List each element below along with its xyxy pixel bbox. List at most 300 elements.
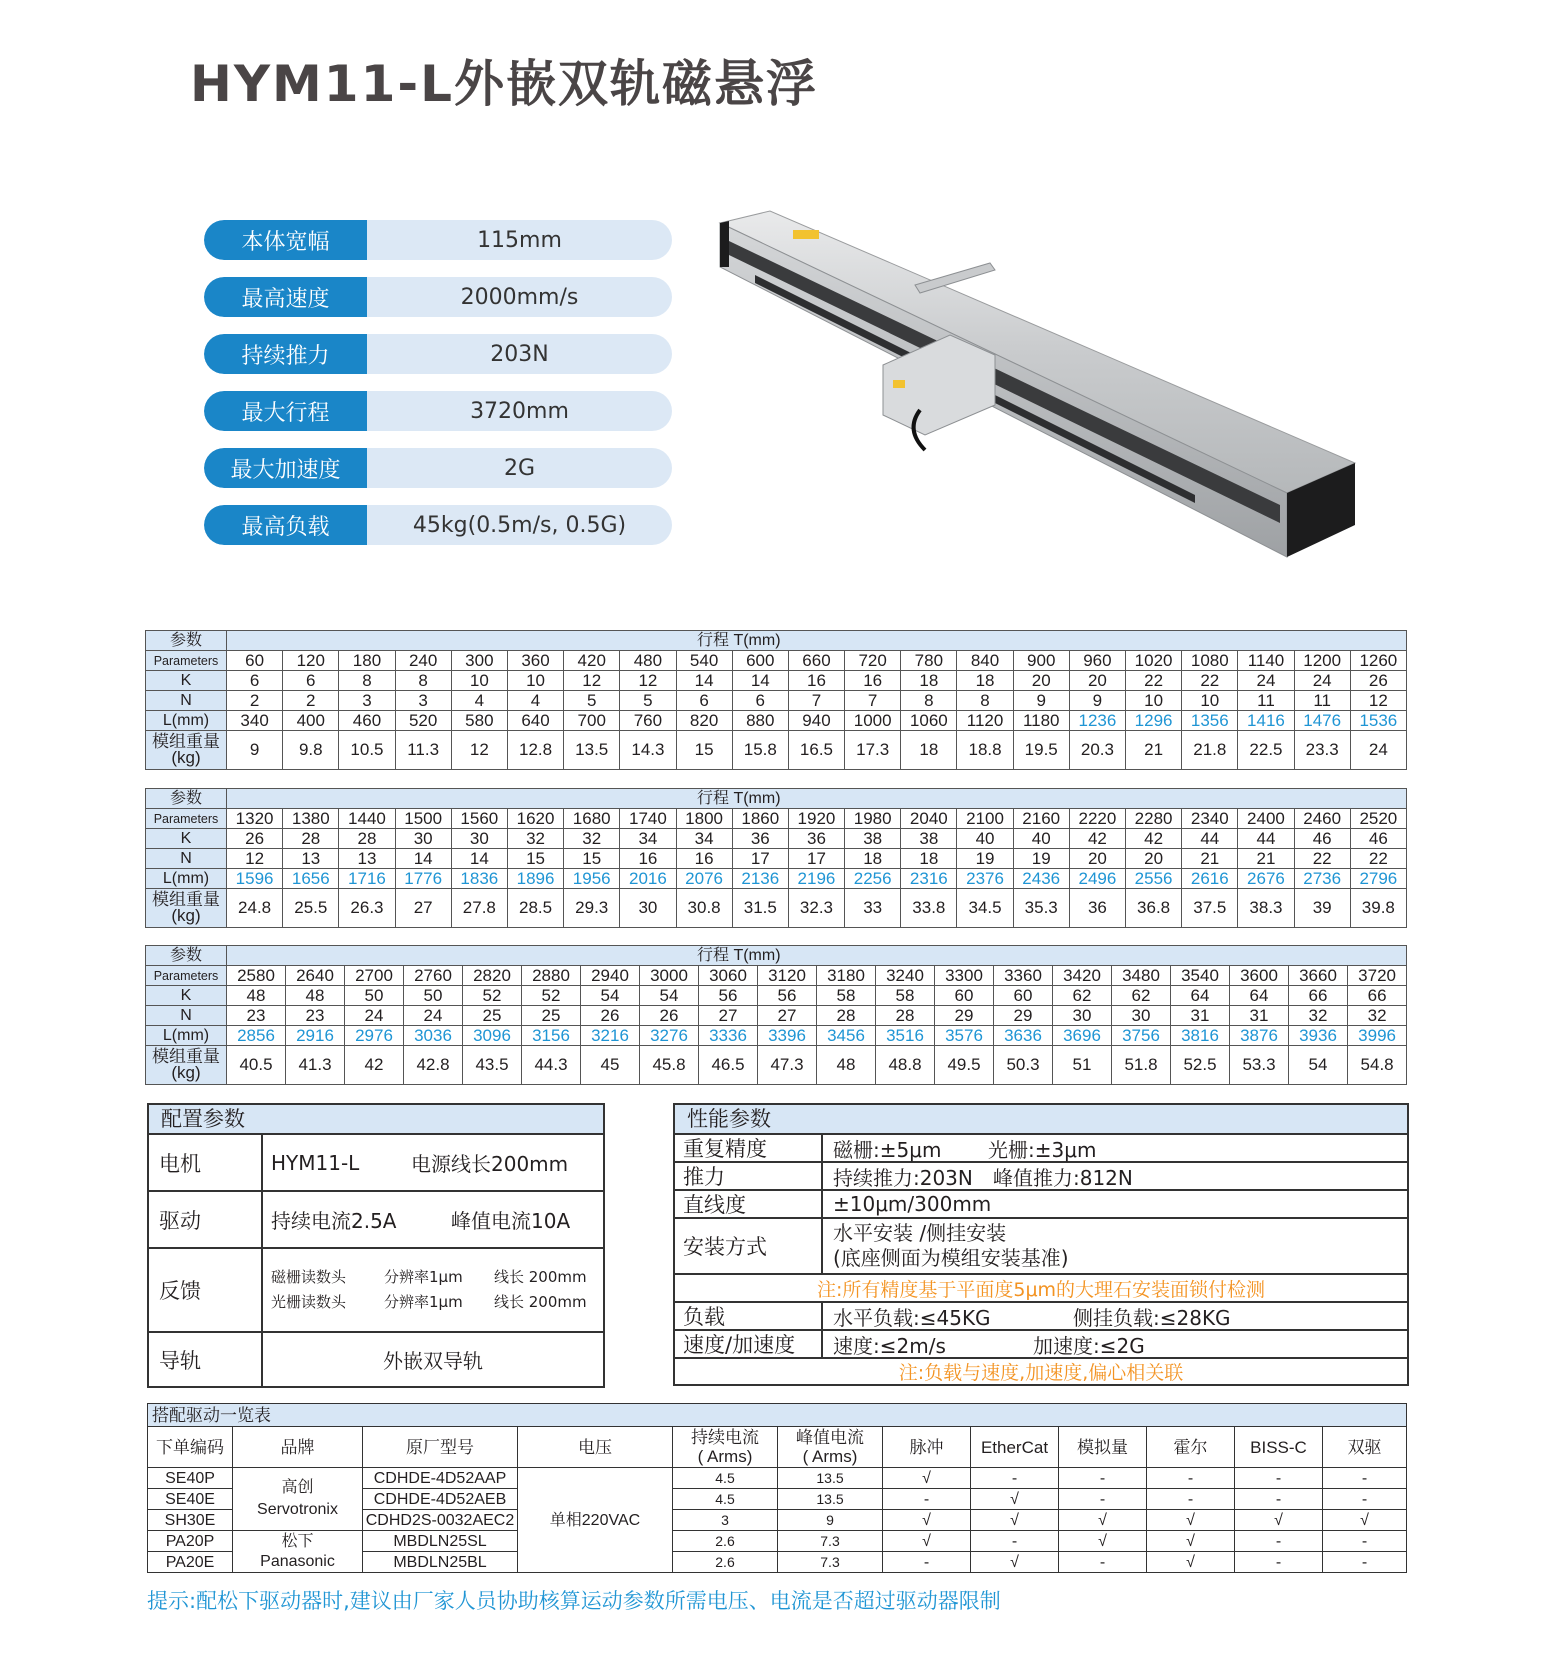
n-value: 14 [451,849,507,869]
drive-header: BISS-C [1235,1427,1323,1468]
config-label: 驱动 [149,1192,263,1247]
precision-note: 注:所有精度基于平面度5μm的大理石安装面锁付检测 [816,1278,1266,1301]
stroke-value: 60 [227,651,283,671]
rail-value: 外嵌双导轨 [383,1349,483,1373]
n-value: 10 [1126,691,1182,711]
length-value: 1716 [339,869,395,889]
k-value: 8 [395,671,451,691]
length-value: 1000 [845,711,901,731]
stroke-value: 3420 [1053,966,1112,986]
stroke-value: 1920 [788,809,844,829]
stroke-value: 3540 [1171,966,1230,986]
perf-label: 安装方式 [675,1219,823,1273]
mount-type: 水平安装 /侧挂安装 [833,1221,1007,1245]
k-value: 58 [817,986,876,1006]
stroke-value: 3240 [876,966,935,986]
check-icon: √ [883,1531,971,1552]
weight-value: 27.8 [451,889,507,928]
row-label-unit: (kg) [171,748,201,767]
oem-model: CDHDE-4D52AAP [363,1468,518,1489]
stroke-value: 1560 [451,809,507,829]
weight-value: 18.8 [957,731,1013,770]
k-value: 44 [1182,829,1238,849]
stroke-value: 540 [676,651,732,671]
order-code: PA20P [148,1531,233,1552]
stroke-value: 3000 [640,966,699,986]
row-label: N [146,849,227,869]
perf-row-speed [675,1331,1407,1359]
n-value: 19 [1013,849,1069,869]
k-value: 14 [732,671,788,691]
k-value: 20 [1013,671,1069,691]
length-value: 3756 [1112,1026,1171,1046]
stroke-value: 1440 [339,809,395,829]
stroke-value: 180 [339,651,395,671]
k-value: 34 [620,829,676,849]
spec-value: 2G [503,455,536,481]
drive-header: 双驱 [1323,1427,1407,1468]
k-value: 48 [286,986,345,1006]
dash-mark: - [1059,1468,1147,1489]
peak-current: 7.3 [778,1531,883,1552]
spec-pill [204,220,672,260]
n-value: 22 [1350,849,1406,869]
module-side-face [720,223,1287,557]
length-value: 1180 [1013,711,1069,731]
stroke-value: 2580 [227,966,286,986]
weight-value: 22.5 [1238,731,1294,770]
module-top-face [720,211,1355,493]
spec-label: 最高速度 [204,277,367,317]
weight-value: 12.8 [507,731,563,770]
length-value: 3216 [581,1026,640,1046]
weight-value: 30 [620,889,676,928]
stroke-value: 3720 [1348,966,1407,986]
drive-header: 下单编码 [148,1427,233,1468]
check-icon: √ [971,1510,1059,1531]
k-value: 64 [1171,986,1230,1006]
k-value: 38 [901,829,957,849]
n-value: 4 [507,691,563,711]
n-value: 25 [463,1006,522,1026]
performance-title: 性能参数 [675,1105,1407,1135]
performance-params-box [673,1103,1409,1386]
stroke-value: 1740 [620,809,676,829]
row-label: L(mm) [146,1026,227,1046]
n-value: 22 [1294,849,1350,869]
stroke-value: 1800 [676,809,732,829]
length-value: 760 [620,711,676,731]
module-start-cap [720,221,729,267]
n-value: 15 [564,849,620,869]
stroke-table-2 [145,788,1407,928]
k-value: 66 [1289,986,1348,1006]
weight-value: 33 [845,889,901,928]
n-value: 21 [1238,849,1294,869]
spec-pill [204,505,672,545]
stroke-value: 3600 [1230,966,1289,986]
weight-value: 53.3 [1230,1046,1289,1085]
stroke-value: 960 [1069,651,1125,671]
dash-mark: - [971,1468,1059,1489]
voltage: 单相220VAC [518,1468,673,1573]
k-value: 28 [283,829,339,849]
stroke-value: 600 [732,651,788,671]
perf-row-mount [675,1219,1407,1275]
length-value: 2676 [1238,869,1294,889]
stroke-value: 2400 [1238,809,1294,829]
length-value: 1476 [1294,711,1350,731]
length-value: 2076 [676,869,732,889]
n-value: 6 [732,691,788,711]
k-value: 24 [1238,671,1294,691]
n-value: 16 [676,849,732,869]
stroke-value: 2880 [522,966,581,986]
perf-label: 直线度 [675,1191,823,1217]
length-value: 2016 [620,869,676,889]
length-value: 1236 [1069,711,1125,731]
length-value: 1836 [451,869,507,889]
cont-current: 2.6 [673,1552,778,1573]
weight-value: 44.3 [522,1046,581,1085]
stroke-value: 3060 [699,966,758,986]
dash-mark: - [1147,1468,1235,1489]
length-value: 2736 [1294,869,1350,889]
length-value: 2556 [1126,869,1182,889]
check-icon: √ [1235,1510,1323,1531]
weight-value: 36.8 [1126,889,1182,928]
k-value: 6 [227,671,283,691]
length-value: 3816 [1171,1026,1230,1046]
order-code: PA20E [148,1552,233,1573]
n-value: 26 [581,1006,640,1026]
k-value: 14 [676,671,732,691]
length-value: 3876 [1230,1026,1289,1046]
stroke-value: 2520 [1350,809,1406,829]
stroke-value: 2040 [901,809,957,829]
k-value: 50 [404,986,463,1006]
weight-value: 15.8 [732,731,788,770]
spec-label: 最大行程 [204,391,367,431]
length-value: 3696 [1053,1026,1112,1046]
k-value: 46 [1294,829,1350,849]
k-value: 56 [758,986,817,1006]
k-value: 18 [957,671,1013,691]
n-value: 28 [817,1006,876,1026]
drive-header: 原厂型号 [363,1427,518,1468]
dash-mark: - [1059,1489,1147,1510]
length-value: 1776 [395,869,451,889]
repeat-opt: 光栅:±3μm [988,1137,1097,1162]
stroke-value: 1020 [1126,651,1182,671]
dash-mark: - [1323,1531,1407,1552]
n-value: 25 [522,1006,581,1026]
spec-label: 最高负载 [204,505,367,545]
n-value: 5 [564,691,620,711]
weight-value: 19.5 [1013,731,1069,770]
warning-label [793,230,819,239]
dash-mark: - [1323,1468,1407,1489]
length-value: 400 [283,711,339,731]
stroke-value: 420 [564,651,620,671]
spec-value: 203N [490,341,549,367]
length-value: 1596 [227,869,283,889]
drive-header: 模拟量 [1059,1427,1147,1468]
weight-value: 33.8 [901,889,957,928]
length-value: 2856 [227,1026,286,1046]
n-value: 23 [286,1006,345,1026]
stroke-value: 3180 [817,966,876,986]
config-params-box [147,1103,605,1388]
stroke-value: 1620 [507,809,563,829]
weight-value: 54 [1289,1046,1348,1085]
length-value: 2316 [901,869,957,889]
k-value: 34 [676,829,732,849]
weight-value: 41.3 [286,1046,345,1085]
drive-header: 持续电流 [691,1428,759,1447]
feedback-res: 分辨率1μm [384,1268,463,1286]
config-title: 配置参数 [149,1105,603,1135]
row-label: 模组重量 [152,1047,220,1066]
length-value: 3036 [404,1026,463,1046]
weight-value: 32.3 [788,889,844,928]
weight-value: 47.3 [758,1046,817,1085]
driver-tip: 提示:配松下驱动器时,建议由厂家人员协助核算运动参数所需电压、电流是否超过驱动器限制 [147,1589,1001,1613]
length-value: 2976 [345,1026,404,1046]
weight-value: 46.5 [699,1046,758,1085]
weight-value: 48 [817,1046,876,1085]
k-value: 50 [345,986,404,1006]
brand-cn: 高创 [281,1479,314,1496]
weight-value: 42 [345,1046,404,1085]
weight-value: 27 [395,889,451,928]
drive-cont: 持续电流2.5A [271,1209,397,1233]
k-value: 24 [1294,671,1350,691]
weight-value: 45 [581,1046,640,1085]
weight-value: 11.3 [395,731,451,770]
weight-value: 50.3 [994,1046,1053,1085]
weight-value: 9 [227,731,283,770]
cont-current: 3 [673,1510,778,1531]
check-icon: √ [1059,1531,1147,1552]
dash-mark: - [1235,1489,1323,1510]
feedback-head: 光栅读数头 [271,1293,347,1311]
k-value: 64 [1230,986,1289,1006]
weight-value: 15 [676,731,732,770]
row-label: L(mm) [146,869,227,889]
perf-row-force [675,1163,1407,1191]
weight-value: 14.3 [620,731,676,770]
weight-value: 40.5 [227,1046,286,1085]
stroke-value: 780 [901,651,957,671]
n-value: 2 [227,691,283,711]
spec-pill [204,277,672,317]
n-value: 15 [507,849,563,869]
spec-pill [204,334,672,374]
k-value: 58 [876,986,935,1006]
drive-header: 峰值电流 [796,1428,864,1447]
force-cont: 持续推力:203N [833,1165,973,1190]
config-row-feedback [149,1249,603,1333]
length-value: 640 [507,711,563,731]
stroke-value: 1260 [1350,651,1406,671]
k-value: 10 [507,671,563,691]
speed-value: 速度:≤2m/s [833,1333,946,1358]
weight-value: 45.8 [640,1046,699,1085]
length-value: 3456 [817,1026,876,1046]
weight-value: 31.5 [732,889,788,928]
dash-mark: - [1147,1489,1235,1510]
n-value: 18 [845,849,901,869]
k-value: 12 [620,671,676,691]
stroke-value: 900 [1013,651,1069,671]
stroke-value: 720 [845,651,901,671]
weight-value: 39.8 [1350,889,1406,928]
check-icon: √ [1059,1510,1147,1531]
k-value: 30 [395,829,451,849]
load-side: 侧挂负载:≤28KG [1073,1305,1231,1330]
weight-value: 16.5 [788,731,844,770]
k-value: 22 [1182,671,1238,691]
k-value: 22 [1126,671,1182,691]
stroke-value: 240 [395,651,451,671]
n-value: 31 [1171,1006,1230,1026]
length-value: 340 [227,711,283,731]
length-value: 1416 [1238,711,1294,731]
peak-current: 13.5 [778,1468,883,1489]
stroke-value: 3660 [1289,966,1348,986]
length-value: 1356 [1182,711,1238,731]
perf-label: 速度/加速度 [675,1331,823,1357]
weight-value: 20.3 [1069,731,1125,770]
check-icon: √ [1323,1510,1407,1531]
weight-value: 37.5 [1182,889,1238,928]
stroke-value: 2340 [1182,809,1238,829]
force-peak: 峰值推力:812N [993,1165,1133,1190]
peak-current: 7.3 [778,1552,883,1573]
k-value: 38 [845,829,901,849]
perf-note-load [675,1359,1407,1384]
feedback-head: 磁栅读数头 [271,1268,347,1286]
length-value: 1536 [1350,711,1406,731]
order-code: SE40E [148,1489,233,1510]
perf-row-straightness [675,1191,1407,1219]
stroke-value: 660 [788,651,844,671]
n-value: 12 [1350,691,1406,711]
row-label: L(mm) [146,711,227,731]
order-code: SE40P [148,1468,233,1489]
feedback-len: 线长 200mm [494,1293,587,1311]
k-value: 12 [564,671,620,691]
config-label: 电机 [149,1135,263,1190]
mount-note: (底座侧面为模组安装基准) [833,1246,1069,1270]
length-value: 2796 [1350,869,1406,889]
accel-value: 加速度:≤2G [1033,1333,1145,1358]
oem-model: CDHD2S-0032AEC2 [363,1510,518,1531]
spec-label: 最大加速度 [204,448,367,488]
stroke-value: 2640 [286,966,345,986]
n-value: 27 [699,1006,758,1026]
weight-value: 18 [901,731,957,770]
dash-mark: - [1059,1552,1147,1573]
n-value: 17 [732,849,788,869]
weight-value: 48.8 [876,1046,935,1085]
n-value: 18 [901,849,957,869]
straightness-value: ±10μm/300mm [833,1192,992,1216]
row-label-unit: (kg) [171,906,201,925]
feedback-len: 线长 200mm [494,1268,587,1286]
stroke-table-1 [145,630,1407,770]
stroke-value: 2940 [581,966,640,986]
k-value: 6 [283,671,339,691]
length-value: 1956 [564,869,620,889]
stroke-value: 480 [620,651,676,671]
spec-value: 3720mm [470,398,569,424]
k-value: 66 [1348,986,1407,1006]
motor-model: HYM11-L [271,1150,360,1175]
weight-value: 9.8 [283,731,339,770]
length-value: 460 [339,711,395,731]
stroke-table-3 [145,945,1407,1085]
length-value: 580 [451,711,507,731]
dash-mark: - [1235,1552,1323,1573]
stroke-value: 1680 [564,809,620,829]
drive-header: 脉冲 [883,1427,971,1468]
n-value: 20 [1069,849,1125,869]
param-en: Parameters [146,966,227,986]
n-value: 21 [1182,849,1238,869]
row-label: 模组重量 [152,890,220,909]
n-value: 13 [283,849,339,869]
weight-value: 34.5 [957,889,1013,928]
perf-note-precision [675,1275,1407,1303]
k-value: 62 [1053,986,1112,1006]
side-rail [915,263,995,293]
weight-value: 38.3 [1238,889,1294,928]
weight-value: 24.8 [227,889,283,928]
n-value: 29 [994,1006,1053,1026]
n-value: 29 [935,1006,994,1026]
oem-model: MBDLN25BL [363,1552,518,1573]
dash-mark: - [971,1531,1059,1552]
peak-current: 13.5 [778,1489,883,1510]
stroke-value: 1980 [845,809,901,829]
n-value: 6 [676,691,732,711]
dash-mark: - [883,1552,971,1573]
perf-row-repeat [675,1135,1407,1163]
weight-value: 54.8 [1348,1046,1407,1085]
k-value: 62 [1112,986,1171,1006]
stroke-value: 1140 [1238,651,1294,671]
product-image-linear-module [715,205,1375,565]
k-value: 46 [1350,829,1406,849]
n-value: 4 [451,691,507,711]
dash-mark: - [1323,1552,1407,1573]
n-value: 2 [283,691,339,711]
spec-label: 持续推力 [204,334,367,374]
k-value: 20 [1069,671,1125,691]
load-note: 注:负载与速度,加速度,偏心相关联 [898,1362,1184,1384]
param-cn: 参数 [146,631,227,651]
n-value: 24 [404,1006,463,1026]
weight-value: 12 [451,731,507,770]
spec-pill [204,448,672,488]
spec-value: 45kg(0.5m/s, 0.5G) [412,512,627,538]
n-value: 28 [876,1006,935,1026]
n-value: 3 [395,691,451,711]
stroke-value: 3120 [758,966,817,986]
stroke-value: 1860 [732,809,788,829]
